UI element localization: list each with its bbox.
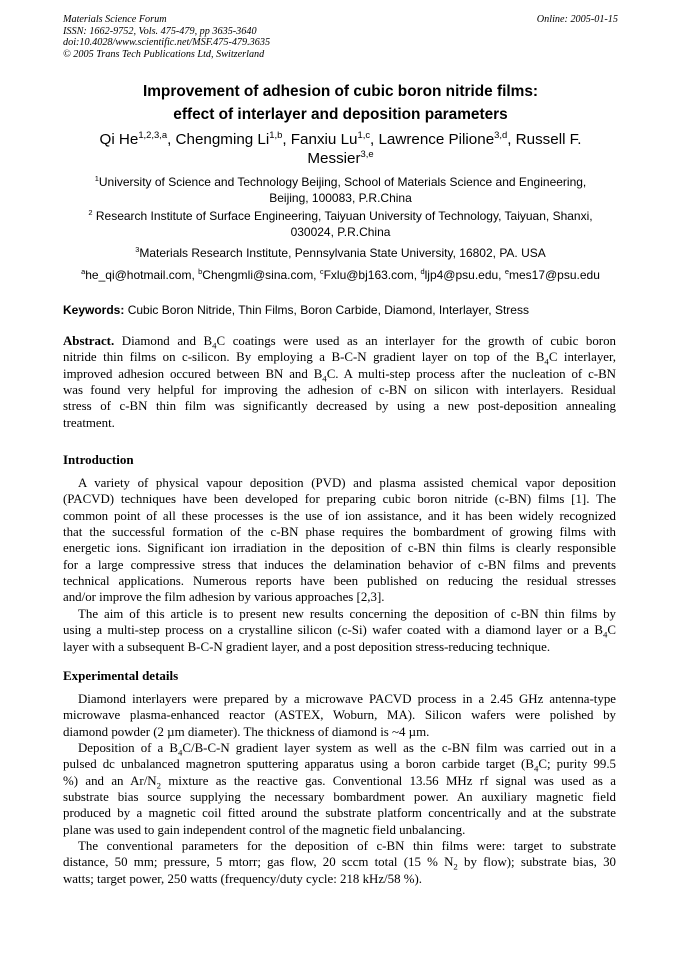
body-line: diamond powder (2 µm diameter). The thickness of diamond is ~4 µm. [63,724,430,739]
author-affil-sup: 1,2,3,a [138,128,168,140]
body-text: C; purity 99.5 [538,757,616,772]
keywords [63,302,618,318]
email-sup: a [81,267,86,276]
body-line: Diamond interlayers were prepared by a microwave PACVD process in a 2.45 GHz antenna-type [78,692,616,706]
email-link[interactable]: mes17@psu.edu [508,268,600,282]
body-line: substrate bias source supplying the necessary bombardment power. An auxiliary magnetic field [63,790,616,805]
author-name: , Fanxiu Lu [282,131,358,148]
abstract-paragraph [63,333,616,431]
affiliation-2 [63,208,618,240]
email-list [63,267,618,283]
issn-line: ISSN: 1662-9752, Vols. 475-479, pp 3635-3640 [63,25,257,37]
abstract-text: was found very helpful for improving the adhesion of c-BN on silicon with interlayers. Residual [63,383,616,398]
body-line: common point of all these processes is the use of ion assistance, and it has been widely recognized [63,508,616,523]
body-text: C [607,623,616,638]
author-affil-sup: 3,e [360,147,374,159]
body-text: distance, 50 mm; pressure, 5 mtorr; gas flow, 20 sccm total (15 % N [63,855,454,870]
introduction-paragraph-1 [63,475,616,606]
email-link[interactable]: Chengmli@sina.com, [202,268,320,282]
abstract-text: C coatings were used as an interlayer for the growth of cubic boron [216,334,616,348]
experimental-paragraph-1 [63,691,616,740]
body-line: energetic ions. Significant ion irradiation in the deposition of c-BN thin films is clearly responsible [63,541,616,556]
keywords-text: Cubic Boron Nitride, Thin Films, Boron Carbide, Diamond, Interlayer, Stress [124,303,529,317]
affil-number: 3 [135,245,140,254]
body-line: produced by a magnetic coil fitted around the substrate platform concentrically and at the substrate [63,806,616,821]
subscript: 4 [544,356,549,367]
section-heading-experimental: Experimental details [63,668,179,683]
author-affil-sup: 1,b [269,128,283,140]
paper-title [63,80,618,126]
email-sup: e [504,267,509,276]
abstract-text: C interlayer, [548,350,616,365]
author-name: Messier [307,150,361,167]
author-name: Qi He [99,131,139,148]
email-link[interactable]: he_qi@hotmail.com, [85,268,199,282]
doi-line[interactable]: doi:10.4028/www.scientific.net/MSF.475-479.3635 [63,37,271,49]
subscript: 4 [178,747,183,758]
abstract-text: nitride thin films on c-silicon. By employing a B-C-N gradient layer on top of the B [63,350,545,365]
body-line: layer with a subsequent B-C-N gradient layer, and a post deposition stress-reducing technique. [63,639,551,654]
body-line: plane was used to gain independent control of the magnetic field unbalancing. [63,822,466,837]
affil-text: 030024, P.R.China [290,225,391,239]
email-sup: d [420,267,425,276]
experimental-paragraph-3 [63,838,616,887]
body-line: and/or improve the film adhesion by various approaches [2,3]. [63,590,385,605]
abstract-text: Diamond and B [114,334,213,348]
affil-text: Materials Research Institute, Pennsylvania State University, 16802, PA. USA [139,246,546,260]
journal-name: Materials Science Forum [63,14,167,25]
subscript: 4 [603,629,608,640]
subscript: 2 [453,861,458,872]
subscript: 2 [156,780,161,791]
abstract-text: C. A multi-step process after the nucleation of c-BN [326,366,616,381]
abstract-text: treatment. [63,415,115,430]
body-text: using a multi-step process on a crystalline silicon (c-Si) wafer coated with a diamond layer or a B [63,623,603,638]
email-sup: c [319,267,324,276]
abstract-text: improved adhesion occured between BN and B [63,366,323,381]
abstract-label: Abstract. [63,334,115,348]
body-text: %) and an Ar/N [63,773,157,788]
body-text: mixture as the reactive gas. Conventional 13.56 MHz rf signal was used as a [161,773,616,788]
introduction-paragraph-2 [63,606,616,655]
body-line: (PACVD) techniques have been developed for preparing cubic boron nitride (c-BN) films [1]. The [63,492,616,507]
affil-text: Beijing, 100083, P.R.China [269,191,412,205]
online-date: Online: 2005-01-15 [536,14,618,25]
body-text: C/B-C-N gradient layer system as well as the c-BN film was carried out in a [182,741,616,755]
copyright-line: © 2005 Trans Tech Publications Ltd, Switzerland [63,48,265,60]
affil-number: 1 [94,174,99,183]
experimental-paragraph-2 [63,740,616,838]
body-line: technical applications. Numerous reports have been published on reducing the residual stresses [63,574,616,589]
subscript: 4 [212,340,217,351]
body-line: The conventional parameters for the deposition of c-BN thin films were: target to substrate [78,839,616,853]
email-sup: b [198,267,203,276]
subscript: 4 [322,373,327,384]
author-name: , Lawrence Pilione [370,131,495,148]
journal-header [63,14,618,60]
author-name: , Russell F. [507,131,582,148]
body-line: A variety of physical vapour deposition (PVD) and plasma assisted chemical vapor deposition [78,476,616,490]
email-link[interactable]: Fxlu@bj163.com, [323,268,421,282]
affil-number: 2 [88,208,93,217]
affil-text: University of Science and Technology Beijing, School of Materials Science and Engineering, [98,175,587,189]
body-text: pulsed dc unbalanced magnetron sputtering apparatus using a boron carbide target (B [63,757,534,772]
section-heading-introduction: Introduction [63,452,134,467]
subscript: 4 [533,763,539,774]
body-text: by flow); substrate bias, 30 [457,855,616,870]
author-affil-sup: 1,c [357,128,371,140]
body-line: for a large compressive stress that induces the delamination behavior of c-BN films and prevents [63,557,616,572]
abstract-text: stress of c-BN thin film was significantly decreased by using a new post-deposition annealing [63,399,616,414]
affiliation-1 [63,174,618,206]
body-line: watts; target power, 250 watts (frequency/duty cycle: 218 kHz/58 %). [63,871,423,886]
body-line: that the successful formation of the c-BN phase requires the bombardment of growing films with [63,525,616,540]
email-link[interactable]: ljp4@psu.edu, [424,268,505,282]
body-text: Deposition of a B [78,741,178,755]
keywords-label: Keywords: [63,303,125,317]
author-name: , Chengming Li [167,131,270,148]
title-line-1: Improvement of adhesion of cubic boron nitride films: [142,83,539,100]
affiliation-3 [63,245,618,261]
author-list [63,130,618,168]
title-line-2: effect of interlayer and deposition parameters [173,106,508,123]
body-line: The aim of this article is to present new results concerning the deposition of c-BN thin films by [78,607,616,621]
body-line: microwave plasma-enhanced reactor (ASTEX, Woburn, MA). Silicon wafers were polished by [63,708,616,723]
author-affil-sup: 3,d [494,128,508,140]
affil-text: Research Institute of Surface Engineering, Taiyuan University of Technology, Taiyuan, Shanxi, [92,209,593,223]
